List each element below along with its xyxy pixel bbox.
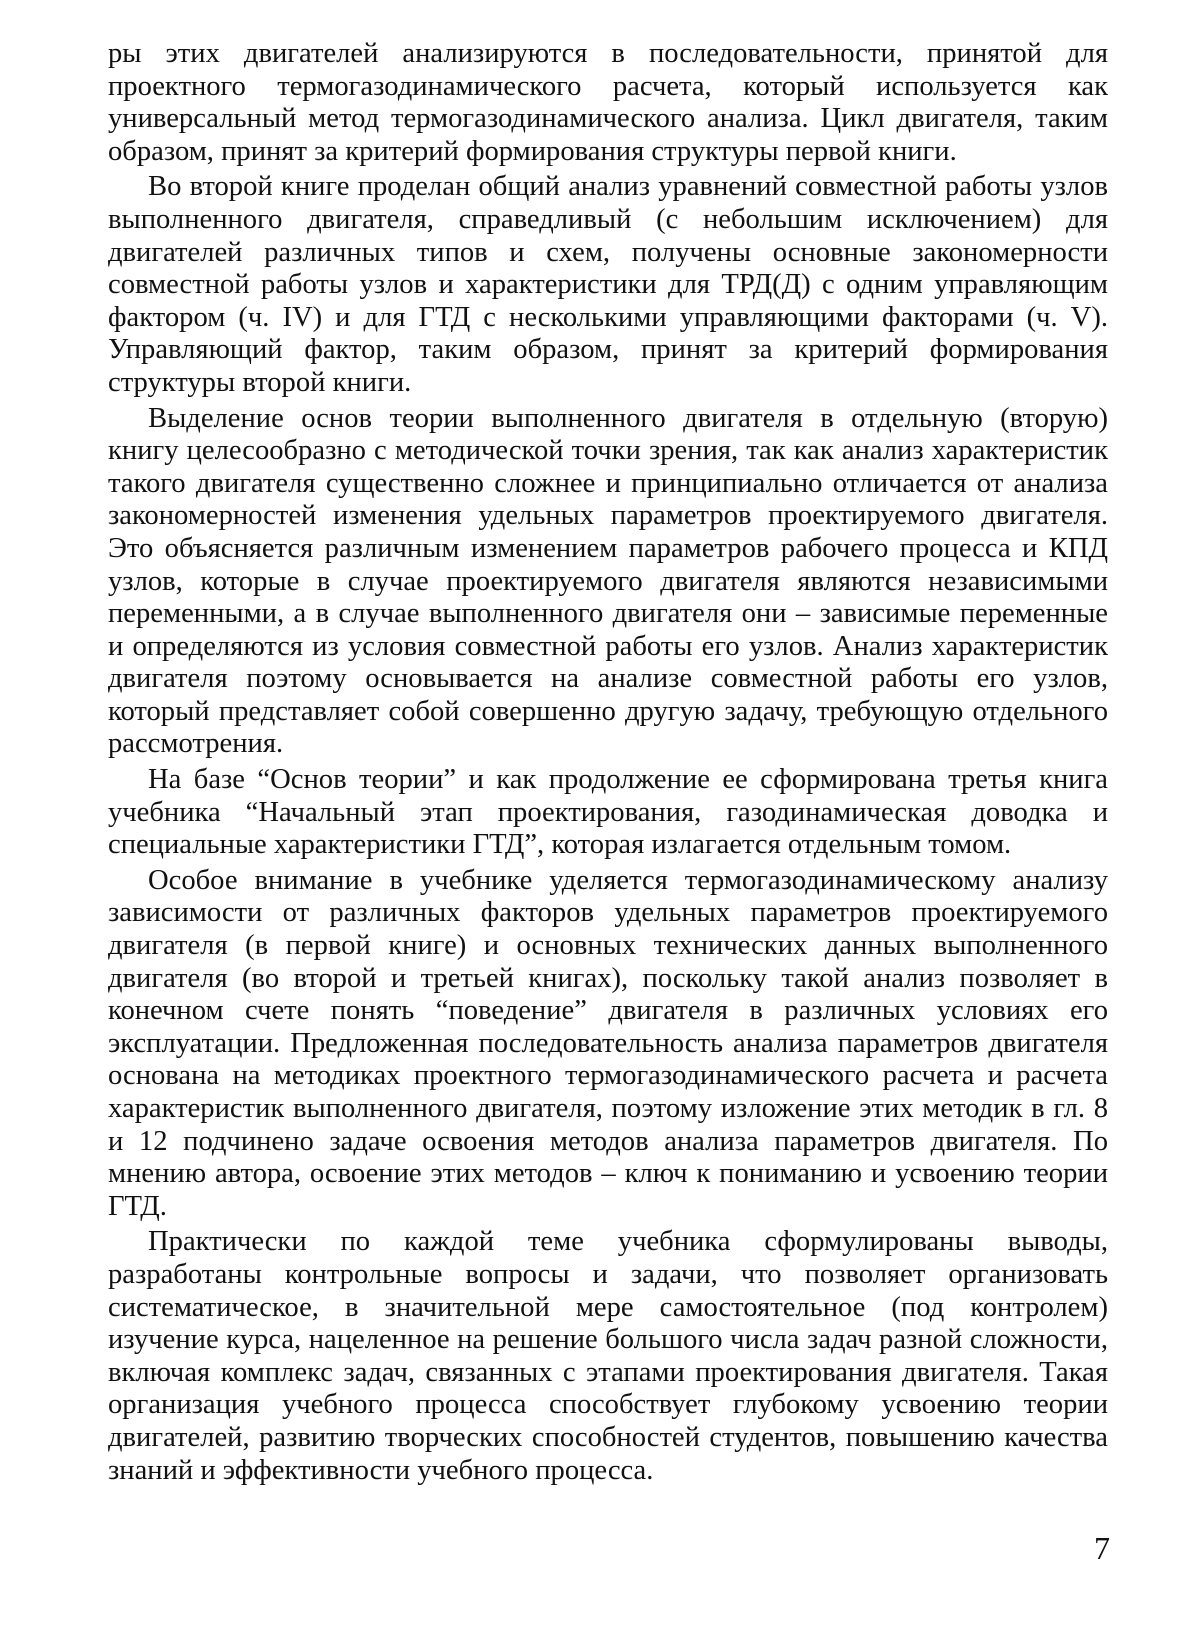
paragraph-1: ры этих двигателей анализируются в последовательности, принятой для проектного термогазодинамического расчета, который используется как универсальный метод термогазодинамического анализа. Цикл двигателя, таким образом, принят за критерий формирования структуры первой книги. (108, 38, 1108, 167)
paragraph-5: Особое внимание в учебнике уделяется термогазодинамическому анализу зависимости от различных факторов удельных параметров проектируемого двигателя (в первой книге) и основных технических данных выполненного двигателя (во второй и третьей книгах), поскольку такой анализ позволяет в конечном счете понять “поведение” двигателя в различных условиях его эксплуатации. Предложенная последовательность анализа параметров двигателя основана на методиках проектного термогазодинамического расчета и расчета характеристик выполненного двигателя, поэтому изложение этих методик в гл. 8 и 12 подчинено задаче освоения методов анализа параметров двигателя. По мнению автора, освоение этих методов – ключ к пониманию и усвоению теории ГТД. (108, 864, 1108, 1222)
paragraph-2: Во второй книге проделан общий анализ уравнений совместной работы узлов выполненного двигателя, справедливый (с небольшим исключением) для двигателей различных типов и схем, получены основные закономерности совместной работы узлов и характеристики для ТРД(Д) с одним управляющим фактором (ч. IV) и для ГТД с несколькими управляющими факторами (ч. V). Управляющий фактор, таким образом, принят за критерий формирования структуры второй книги. (108, 171, 1108, 398)
page-number: 7 (1094, 1530, 1110, 1566)
paragraph-3: Выделение основ теории выполненного двигателя в отдельную (вторую) книгу целесообразно с методической точки зрения, так как анализ характеристик такого двигателя существенно сложнее и принципиально отличается от анализа закономерностей изменения удельных параметров проектируемого двигателя. Это объясняется различным изменением параметров рабочего процесса и КПД узлов, которые в случае проектируемого двигателя являются независимыми переменными, а в случае выполненного двигателя они – зависимые переменные и определяются из условия совместной работы его узлов. Анализ характеристик двигателя поэтому основывается на анализе совместной работы его узлов, который представляет собой совершенно другую задачу, требующую отдельного рассмотрения. (108, 402, 1108, 760)
paragraph-4: На базе “Основ теории” и как продолжение ее сформирована третья книга учебника “Начальный этап проектирования, газодинамическая доводка и специальные характеристики ГТД”, которая излагается отдельным томом. (108, 764, 1108, 861)
paragraph-6: Практически по каждой теме учебника сформулированы выводы, разработаны контрольные вопросы и задачи, что позволяет организовать систематическое, в значительной мере самостоятельное (под контролем) изучение курса, нацеленное на решение большого числа задач разной сложности, включая комплекс задач, связанных с этапами проектирования двигателя. Такая организация учебного процесса способствует глубокому усвоению теории двигателей, развитию творческих способностей студентов, повышению качества знаний и эффективности учебного процесса. (108, 1226, 1108, 1486)
body-text (108, 38, 1108, 1490)
